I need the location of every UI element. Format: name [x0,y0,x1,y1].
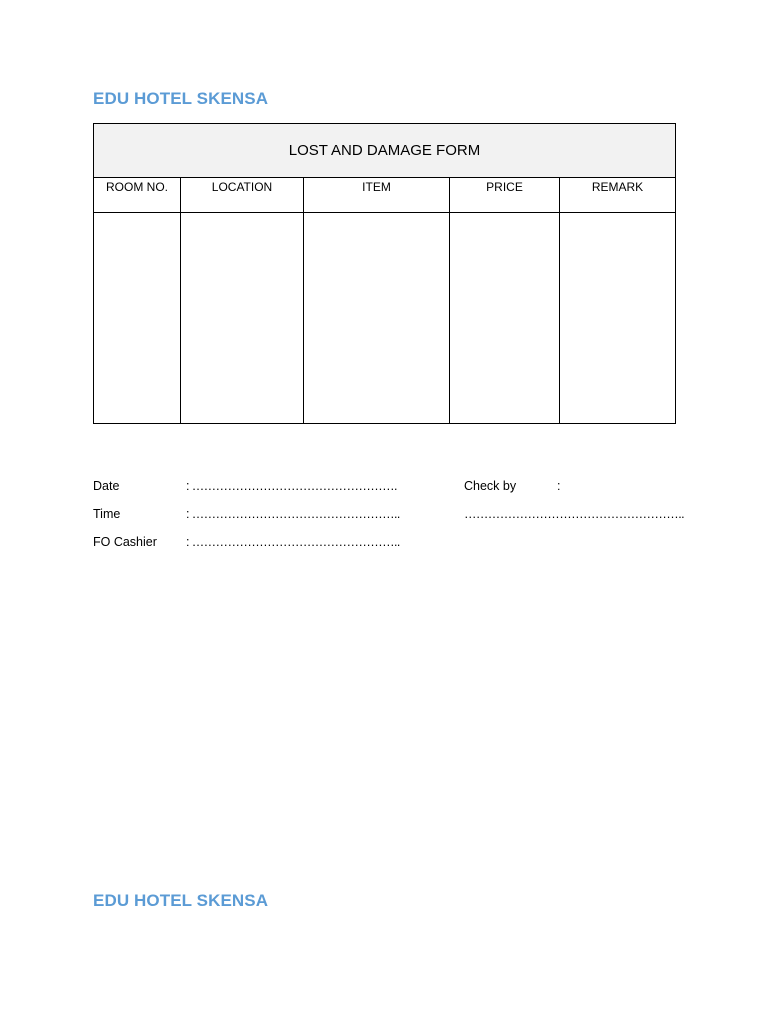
check-by-colon: : [557,479,561,493]
date-line[interactable]: : ……………………………………………. [186,479,397,493]
column-header-price: PRICE [450,178,560,213]
lost-damage-table [93,123,676,424]
price-cell[interactable] [450,213,560,424]
column-header-location: LOCATION [181,178,304,213]
column-header-room-no: ROOM NO. [94,178,181,213]
hotel-name-footer: EDU HOTEL SKENSA [93,891,269,910]
check-by-label: Check by [464,479,517,493]
column-header-item: ITEM [304,178,450,213]
column-header-remark: REMARK [560,178,676,213]
fo-cashier-label: FO Cashier [93,535,157,549]
form-title: LOST AND DAMAGE FORM [94,124,676,178]
remark-cell[interactable] [560,213,676,424]
time-label: Time [93,507,121,521]
time-line[interactable]: : …………………………………………….. [186,507,400,521]
room-no-cell[interactable] [94,213,181,424]
table-row [94,213,676,424]
check-by-line[interactable]: ……………………………………………….. [464,507,684,521]
date-label: Date [93,479,120,493]
fo-cashier-line[interactable]: : …………………………………………….. [186,535,400,549]
item-cell[interactable] [304,213,450,424]
location-cell[interactable] [181,213,304,424]
hotel-name-header: EDU HOTEL SKENSA [93,89,269,108]
